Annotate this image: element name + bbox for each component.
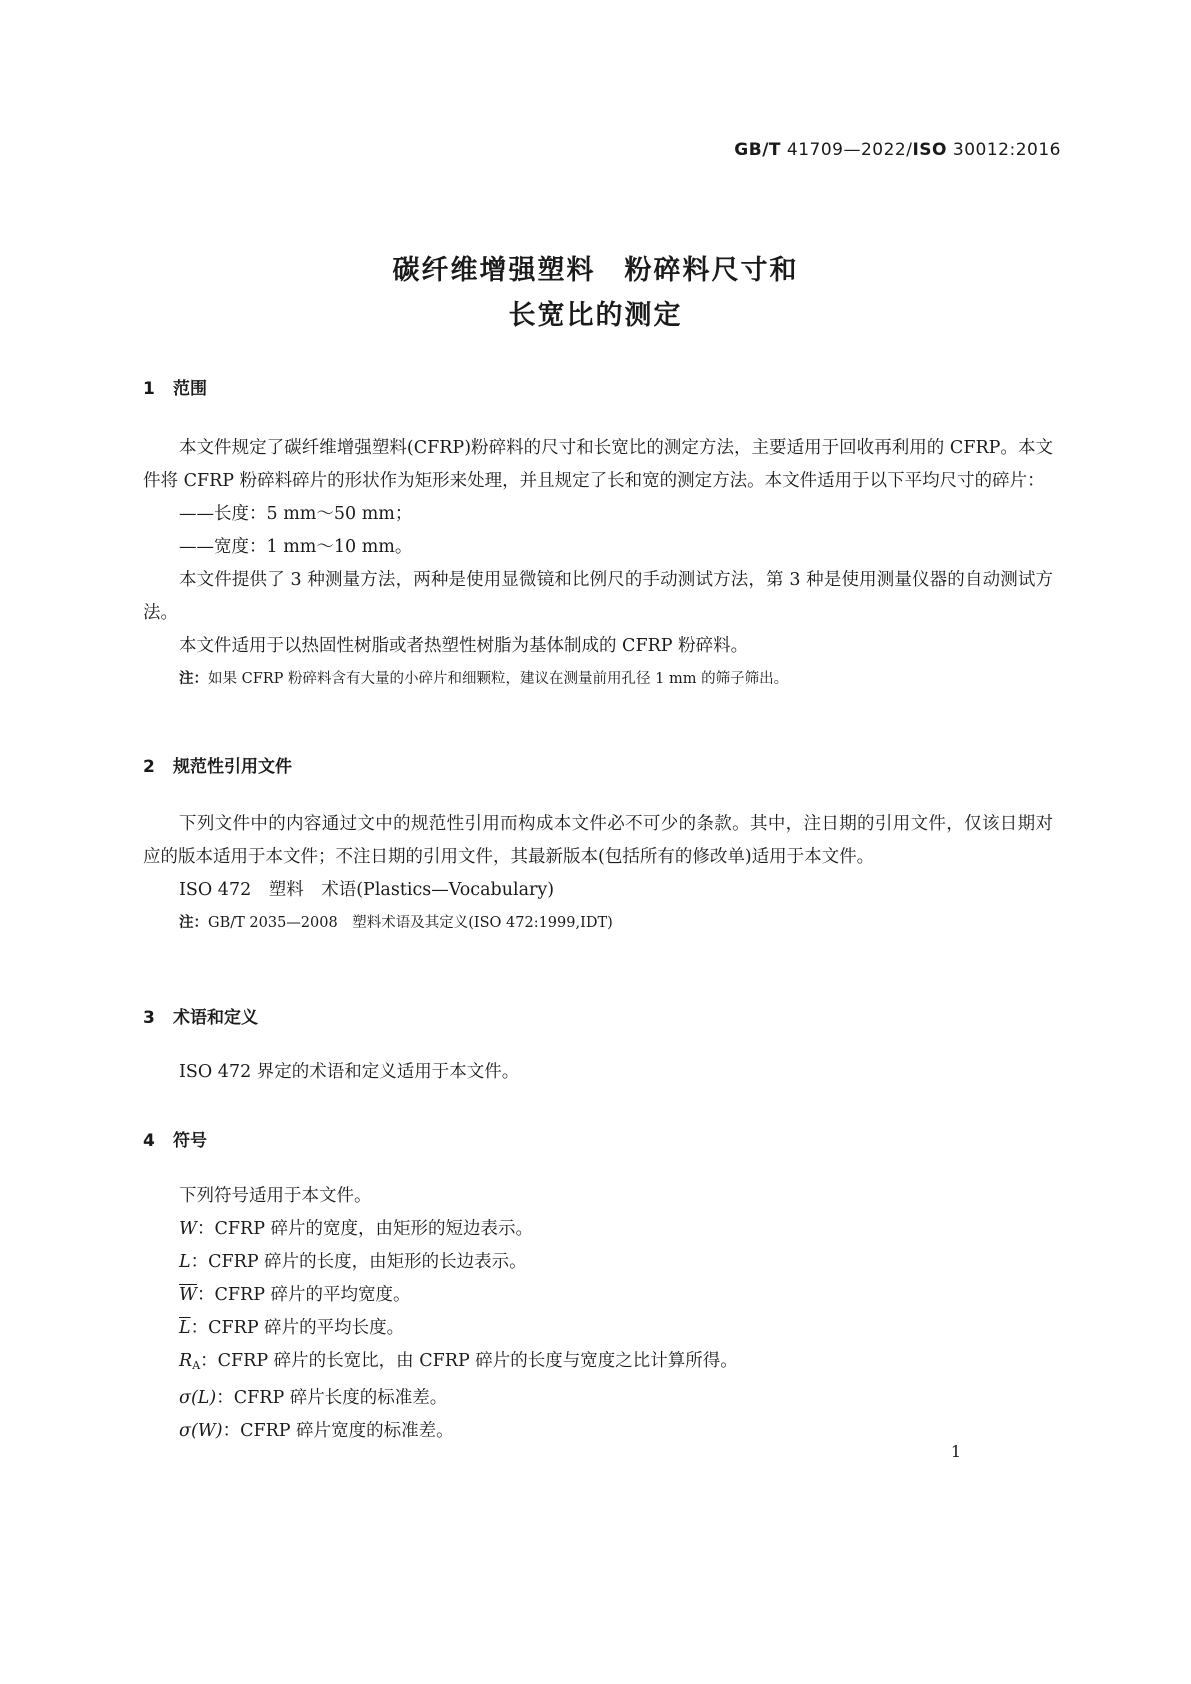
list-item: ——长度：5 mm～50 mm； [179,504,413,524]
symbol-definition: W：CFRP 碎片的宽度，由矩形的短边表示。 [179,1219,534,1239]
note: 注：GB/T 2035—2008 塑料术语及其定义(ISO 472:1999,IDT) [179,915,613,931]
symbol-definition: σ(W)：CFRP 碎片宽度的标准差。 [179,1421,454,1441]
standard-number: GB/T 41709—2022/ISO 30012:2016 [734,140,1061,160]
reference-item: ISO 472 塑料 术语(Plastics—Vocabulary) [179,880,555,900]
section-heading-normative-references: 2 规范性引用文件 [143,757,292,777]
note: 注：如果 CFRP 粉碎料含有大量的小碎片和细颗粒，建议在测量前用孔径 1 mm 的筛子筛出。 [179,671,789,687]
symbol-definition: $\overline{L}$：CFRP 碎片的平均长度。 [179,1318,405,1338]
page-number: 1 [950,1442,961,1461]
section-heading-scope: 1 范围 [143,379,207,399]
paragraph: 本文件提供了 3 种测量方法，两种是使用显微镜和比例尺的手动测试方法，第 3 种是使用测量仪器的自动测试方法。 [143,570,1053,623]
symbol-definition: $R_A$：CFRP 碎片的长宽比，由 CFRP 碎片的长度与宽度之比计算所得。 [179,1351,738,1372]
list-item: ——宽度：1 mm～10 mm。 [179,537,413,557]
paragraph: 本文件规定了碳纤维增强塑料(CFRP)粉碎料的尺寸和长宽比的测定方法，主要适用于回收再利用的 CFRP。本文件将 CFRP 粉碎料碎片的形状作为矩形来处理，并且规定了长和宽的测定方法。本文件适用于以下平均尺寸的碎片： [143,438,1053,491]
section-body-normative-references [143,808,1053,940]
section-heading-symbols: 4 符号 [143,1131,207,1151]
section-body-symbols [143,1180,1053,1448]
symbol-definition: $\overline{W}$：CFRP 碎片的平均宽度。 [179,1285,411,1305]
paragraph: 本文件适用于以热固性树脂或者热塑性树脂为基体制成的 CFRP 粉碎料。 [179,636,749,656]
section-body-terms [143,1056,1053,1089]
paragraph: ISO 472 界定的术语和定义适用于本文件。 [179,1062,520,1082]
document-title-line-1: 碳纤维增强塑料 粉碎料尺寸和 [392,255,799,286]
section-heading-terms: 3 术语和定义 [143,1008,258,1028]
symbol-definition: L：CFRP 碎片的长度，由矩形的长边表示。 [179,1252,527,1272]
document-title-line-2: 长宽比的测定 [508,300,683,331]
symbol-definition: σ(L)：CFRP 碎片长度的标准差。 [179,1388,448,1408]
section-body-scope [143,432,1053,696]
paragraph: 下列文件中的内容通过文中的规范性引用而构成本文件必不可少的条款。其中，注日期的引用文件，仅该日期对应的版本适用于本文件；不注日期的引用文件，其最新版本(包括所有的修改单)适用于本文件。 [143,814,1053,867]
paragraph: 下列符号适用于本文件。 [179,1186,372,1206]
